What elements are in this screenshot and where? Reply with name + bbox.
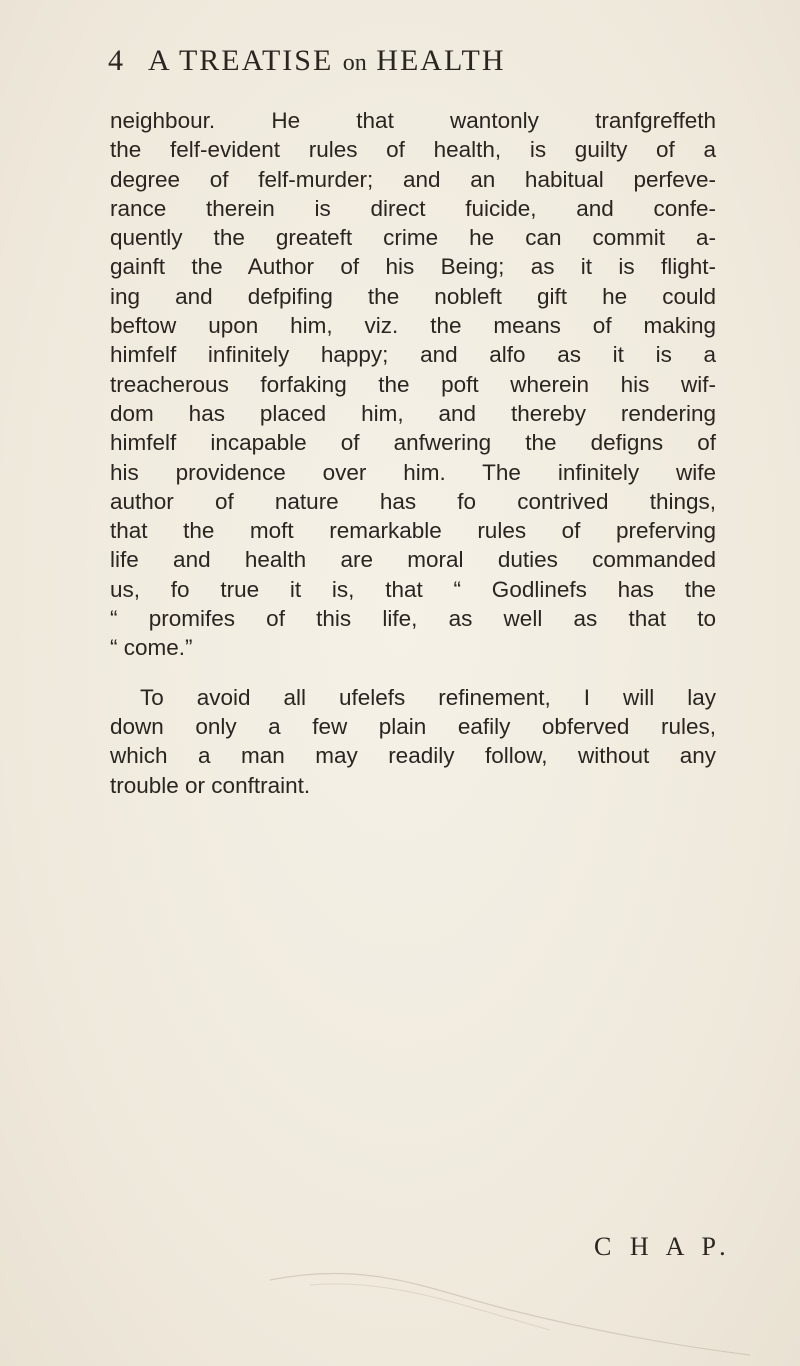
text-line: neighbour. He that wantonly tranfgreffeth bbox=[110, 108, 716, 133]
text-line: treacherous forfaking the poft wherein his wif- bbox=[110, 371, 716, 397]
text-line: rance therein is direct fuicide, and confe- bbox=[110, 195, 716, 221]
paragraph-1 bbox=[110, 106, 716, 663]
text-line: dom has placed him, and thereby rendering bbox=[110, 400, 716, 426]
text-line: that the moft remarkable rules of preferving bbox=[110, 518, 716, 544]
text-line: To avoid all ufelefs refinement, I will lay bbox=[140, 684, 716, 710]
text-line: the felf-evident rules of health, is guilty of a bbox=[110, 137, 716, 163]
text-line: beftow upon him, viz. the means of making bbox=[110, 313, 716, 339]
paragraph-2 bbox=[110, 683, 716, 800]
title-on: on bbox=[342, 50, 367, 76]
text-line: himfelf infinitely happy; and alfo as it is a bbox=[110, 342, 716, 368]
text-line: his providence over him. The infinitely wife bbox=[110, 459, 716, 485]
running-title bbox=[148, 44, 506, 78]
paper-crease-mark bbox=[250, 1250, 770, 1360]
text-line: ing and defpifing the nobleft gift he could bbox=[110, 283, 716, 309]
text-line: “ promifes of this life, as well as that to bbox=[110, 606, 716, 632]
page-number: 4 bbox=[108, 44, 124, 77]
title-end: HEALTH bbox=[376, 44, 506, 77]
text-line: degree of felf-murder; and an habitual perfeve- bbox=[110, 166, 716, 192]
text-line: author of nature has fo contrived things, bbox=[110, 488, 716, 514]
text-line: down only a few plain eafily obferved rules, bbox=[110, 713, 716, 739]
text-line: himfelf incapable of anfwering the defigns of bbox=[110, 430, 716, 456]
text-line: life and health are moral duties commanded bbox=[110, 547, 716, 573]
text-line: “ come.” bbox=[110, 635, 193, 661]
catchword: C H A P. bbox=[594, 1232, 732, 1261]
body-text bbox=[110, 106, 716, 800]
text-line: which a man may readily follow, without any bbox=[110, 743, 716, 769]
text-line: quently the greateft crime he can commit a- bbox=[110, 225, 716, 251]
text-line: trouble or conftraint. bbox=[110, 772, 311, 798]
title-main: A TREATISE bbox=[148, 44, 334, 77]
running-header bbox=[108, 44, 708, 84]
text-line: us, fo true it is, that “ Godlinefs has the bbox=[110, 576, 716, 602]
text-line: gainft the Author of his Being; as it is flight- bbox=[110, 254, 716, 280]
